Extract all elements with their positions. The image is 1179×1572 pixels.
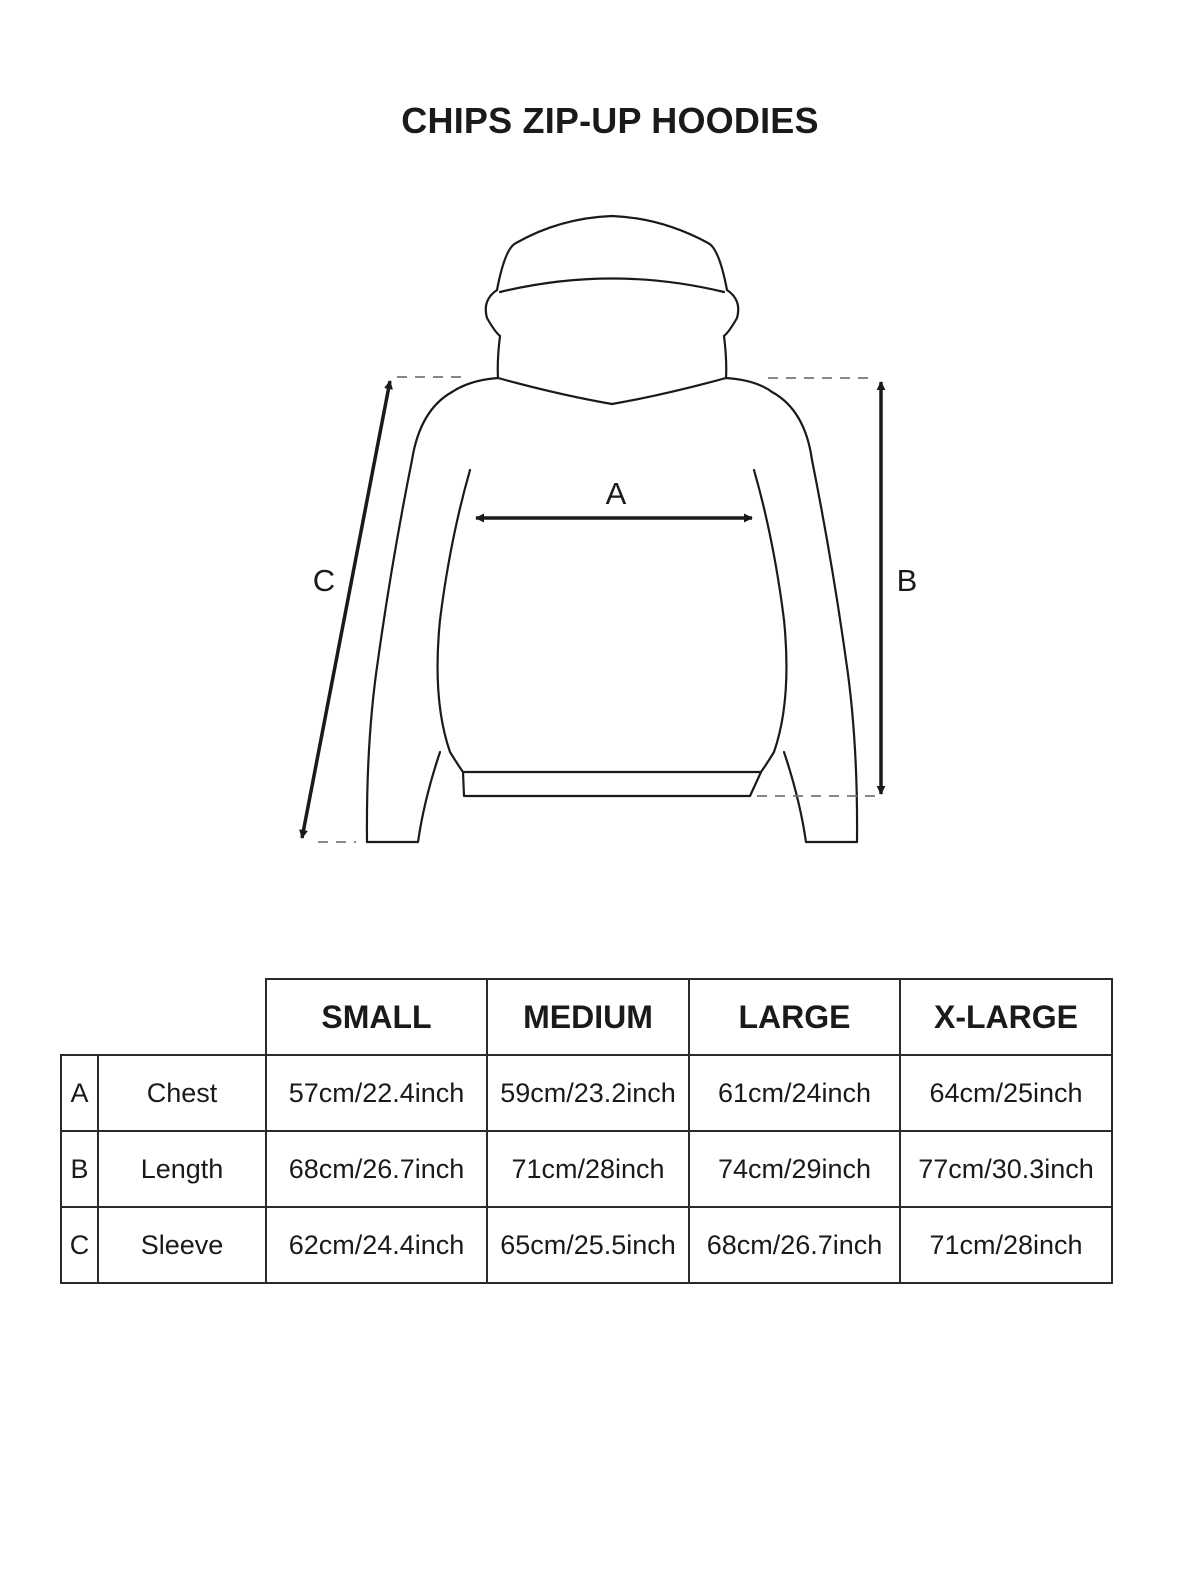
cell-value: 68cm/26.7inch xyxy=(689,1207,900,1283)
header-blank-name xyxy=(98,979,266,1055)
cell-value: 71cm/28inch xyxy=(487,1131,689,1207)
table-header-row xyxy=(61,979,1112,1055)
hood-opening xyxy=(500,279,724,293)
measurement-arrows xyxy=(302,381,881,838)
header-blank-letter xyxy=(61,979,98,1055)
cell-value: 62cm/24.4inch xyxy=(266,1207,487,1283)
cell-value: 68cm/26.7inch xyxy=(266,1131,487,1207)
hood-left-side xyxy=(498,336,612,404)
right-inner-seam xyxy=(754,470,786,772)
arrow-c-sleeve xyxy=(302,381,390,838)
row-letter: C xyxy=(61,1207,98,1283)
waistband xyxy=(463,772,761,796)
row-measurement-name: Chest xyxy=(98,1055,266,1131)
cell-value: 74cm/29inch xyxy=(689,1131,900,1207)
row-letter: B xyxy=(61,1131,98,1207)
neck-seam xyxy=(452,378,772,392)
cell-value: 65cm/25.5inch xyxy=(487,1207,689,1283)
table-row xyxy=(61,1055,1112,1131)
cell-value: 59cm/23.2inch xyxy=(487,1055,689,1131)
header-small: SMALL xyxy=(266,979,487,1055)
cell-value: 77cm/30.3inch xyxy=(900,1131,1112,1207)
header-large: LARGE xyxy=(689,979,900,1055)
label-b: B xyxy=(896,563,918,598)
table-row xyxy=(61,1131,1112,1207)
left-outer xyxy=(367,392,452,842)
label-c: C xyxy=(312,563,336,598)
page-title: CHIPS ZIP-UP HOODIES xyxy=(401,100,819,141)
row-measurement-name: Length xyxy=(98,1131,266,1207)
header-x-large: X-LARGE xyxy=(900,979,1112,1055)
hoodie-outline xyxy=(367,216,857,842)
row-letter: A xyxy=(61,1055,98,1131)
hood-brim xyxy=(486,290,739,336)
cell-value: 71cm/28inch xyxy=(900,1207,1112,1283)
table-row xyxy=(61,1207,1112,1283)
right-outer xyxy=(772,392,857,842)
left-inner-seam xyxy=(438,470,470,772)
size-chart-table xyxy=(60,978,1113,1284)
label-a: A xyxy=(605,476,627,511)
hood-right-side xyxy=(612,336,726,404)
header-medium: MEDIUM xyxy=(487,979,689,1055)
cell-value: 61cm/24inch xyxy=(689,1055,900,1131)
cell-value: 64cm/25inch xyxy=(900,1055,1112,1131)
row-measurement-name: Sleeve xyxy=(98,1207,266,1283)
cell-value: 57cm/22.4inch xyxy=(266,1055,487,1131)
